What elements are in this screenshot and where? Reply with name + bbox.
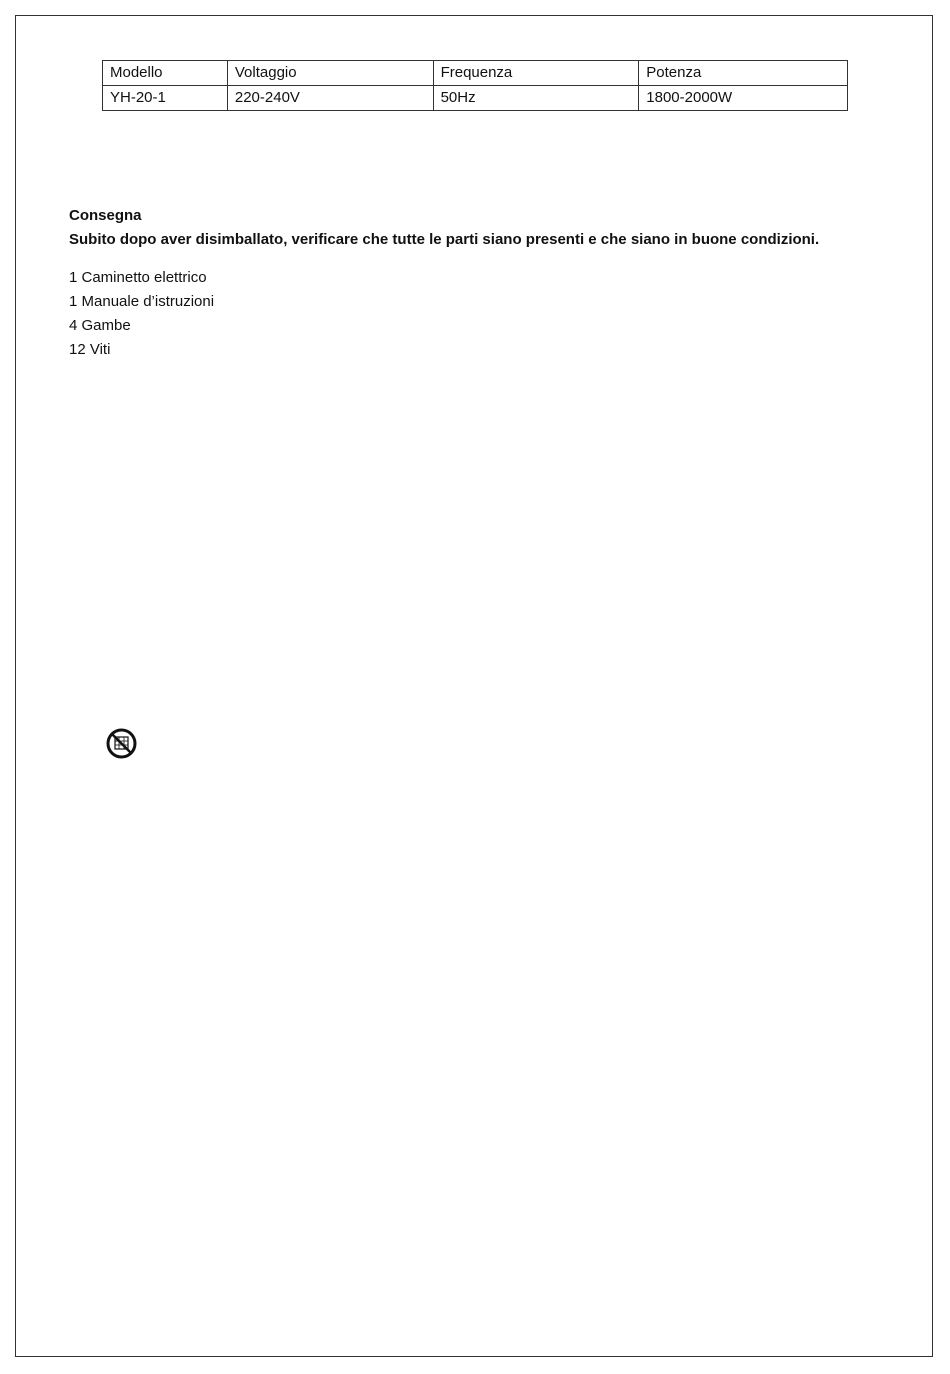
header-power: Potenza <box>639 61 848 86</box>
specifications-table <box>102 60 848 111</box>
cell-frequency: 50Hz <box>433 86 639 111</box>
cell-model: YH-20-1 <box>103 86 228 111</box>
list-item: 12 Viti <box>69 341 111 358</box>
table-header-row <box>103 61 848 86</box>
table-row <box>103 86 848 111</box>
list-item: 1 Manuale d’istruzioni <box>69 293 215 310</box>
delivery-instruction: Subito dopo aver disimballato, verificare che tutte le parti siano presenti e che siano in buone condizioni. <box>69 231 820 248</box>
list-item: 4 Gambe <box>69 317 131 334</box>
page-border <box>15 15 933 1357</box>
do-not-cover-icon <box>105 727 138 760</box>
cell-power: 1800-2000W <box>639 86 848 111</box>
header-voltage: Voltaggio <box>227 61 433 86</box>
delivery-title: Consegna <box>69 207 142 224</box>
list-item: 1 Caminetto elettrico <box>69 269 207 286</box>
cell-voltage: 220-240V <box>227 86 433 111</box>
header-frequency: Frequenza <box>433 61 639 86</box>
package-contents-list <box>69 266 214 362</box>
header-model: Modello <box>103 61 228 86</box>
